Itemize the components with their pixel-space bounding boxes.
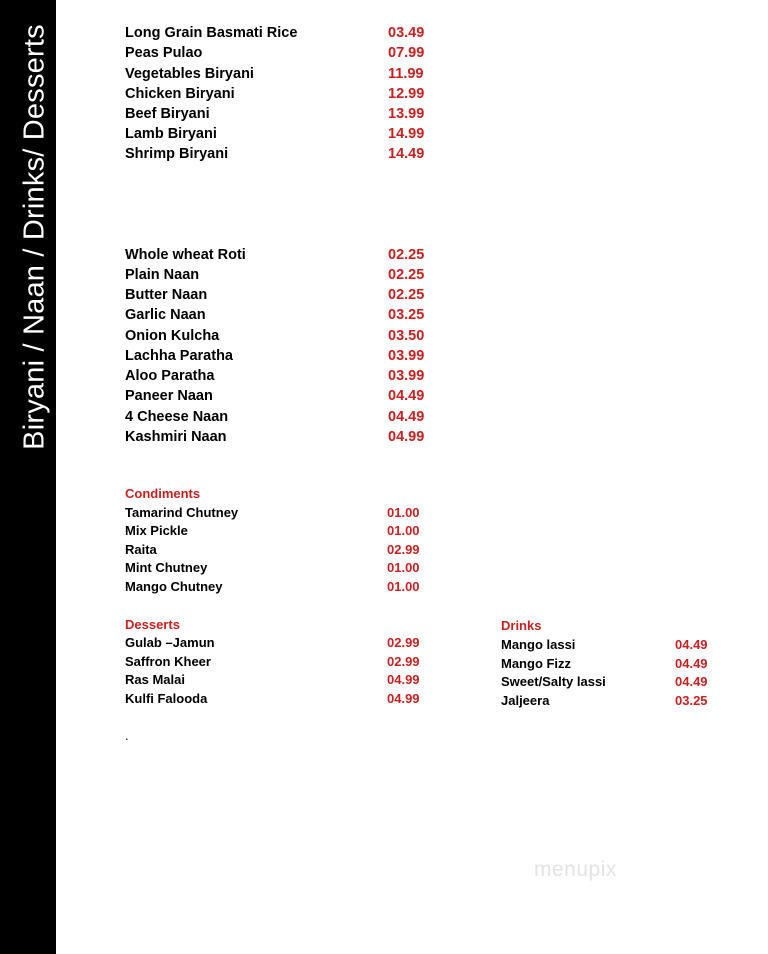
sidebar-title: Biryani / Naan / Drinks/ Desserts xyxy=(18,24,51,450)
menu-item-name: Mango Fizz xyxy=(501,656,572,671)
menu-item-price: 02.25 xyxy=(388,287,425,303)
menu-item-name: Kashmiri Naan xyxy=(125,429,227,445)
menu-item-price: 01.00 xyxy=(387,523,420,538)
menu-item-name: Raita xyxy=(125,542,157,557)
sidebar xyxy=(0,0,56,954)
menu-item-name: Lamb Biryani xyxy=(125,126,217,142)
menu-item-name: Peas Pulao xyxy=(125,45,203,61)
menu-item-name: Gulab –Jamun xyxy=(125,635,215,650)
menu-item-name: Mint Chutney xyxy=(125,560,208,575)
menu-item-name: Vegetables Biryani xyxy=(125,66,254,82)
section-heading: Condiments xyxy=(125,486,201,501)
menu-item-name: Shrimp Biryani xyxy=(125,146,229,162)
menu-item-price: 02.25 xyxy=(388,267,425,283)
menu-item-name: Beef Biryani xyxy=(125,106,210,122)
menu-item-price: 01.00 xyxy=(387,505,420,520)
menu-item-price: 01.00 xyxy=(387,560,420,575)
menu-item-name: Kulfi Falooda xyxy=(125,691,208,706)
menu-item-price: 13.99 xyxy=(388,106,425,122)
menu-item-price: 02.99 xyxy=(387,542,420,557)
menu-item-price: 02.99 xyxy=(387,635,420,650)
menu-item-name: Lachha Paratha xyxy=(125,348,233,364)
menu-item-price: 02.25 xyxy=(388,247,425,263)
menu-item-name: Plain Naan xyxy=(125,267,200,283)
menu-item-price: 07.99 xyxy=(388,45,425,61)
menu-item-price: 03.49 xyxy=(388,25,425,41)
menu-item-name: Onion Kulcha xyxy=(125,328,220,344)
menu-item-name: Saffron Kheer xyxy=(125,654,211,669)
menu-item-price: 04.49 xyxy=(675,674,708,689)
menu-item-name: Long Grain Basmati Rice xyxy=(125,25,298,41)
menu-item-name: Garlic Naan xyxy=(125,307,206,323)
menu-item-price: 11.99 xyxy=(388,66,424,82)
menu-item-name: Ras Malai xyxy=(125,672,185,687)
menu-item-name: Sweet/Salty lassi xyxy=(501,674,606,689)
menu-item-price: 03.50 xyxy=(388,328,425,344)
menu-item-price: 04.49 xyxy=(675,637,708,652)
menu-item-price: 03.99 xyxy=(388,348,425,364)
menu-item-price: 14.49 xyxy=(388,146,425,162)
section-heading: Desserts xyxy=(125,617,180,632)
menu-item-name: Whole wheat Roti xyxy=(125,247,246,263)
menu-item-name: 4 Cheese Naan xyxy=(125,409,229,425)
menu-item-price: 04.49 xyxy=(388,409,425,425)
menu-item-name: Mix Pickle xyxy=(125,523,188,538)
menu-item-price: 04.99 xyxy=(387,691,420,706)
menu-item-price: 01.00 xyxy=(387,579,420,594)
menu-item-name: Tamarind Chutney xyxy=(125,505,239,520)
menu-item-name: Mango Chutney xyxy=(125,579,223,594)
menu-item-name: Butter Naan xyxy=(125,287,208,303)
menu-item-price: 03.25 xyxy=(388,307,425,323)
menu-item-price: 04.99 xyxy=(388,429,425,445)
menu-item-price: 04.49 xyxy=(388,388,425,404)
watermark-logo: menupix xyxy=(534,858,617,881)
menu-item-name: Aloo Paratha xyxy=(125,368,215,384)
menu-item-name: Chicken Biryani xyxy=(125,86,235,102)
menu-item-price: 02.99 xyxy=(387,654,420,669)
menu-item-name: Jaljeera xyxy=(501,693,550,708)
section-heading: Drinks xyxy=(501,618,542,633)
menu-item-price: 03.99 xyxy=(388,368,425,384)
footer-dot: . xyxy=(125,728,129,743)
menu-item-price: 04.49 xyxy=(675,656,708,671)
menu-item-price: 03.25 xyxy=(675,693,708,708)
menu-item-name: Paneer Naan xyxy=(125,388,213,404)
menu-item-price: 04.99 xyxy=(387,672,420,687)
menu-item-price: 14.99 xyxy=(388,126,425,142)
menu-item-price: 12.99 xyxy=(388,86,425,102)
menu-item-name: Mango lassi xyxy=(501,637,576,652)
